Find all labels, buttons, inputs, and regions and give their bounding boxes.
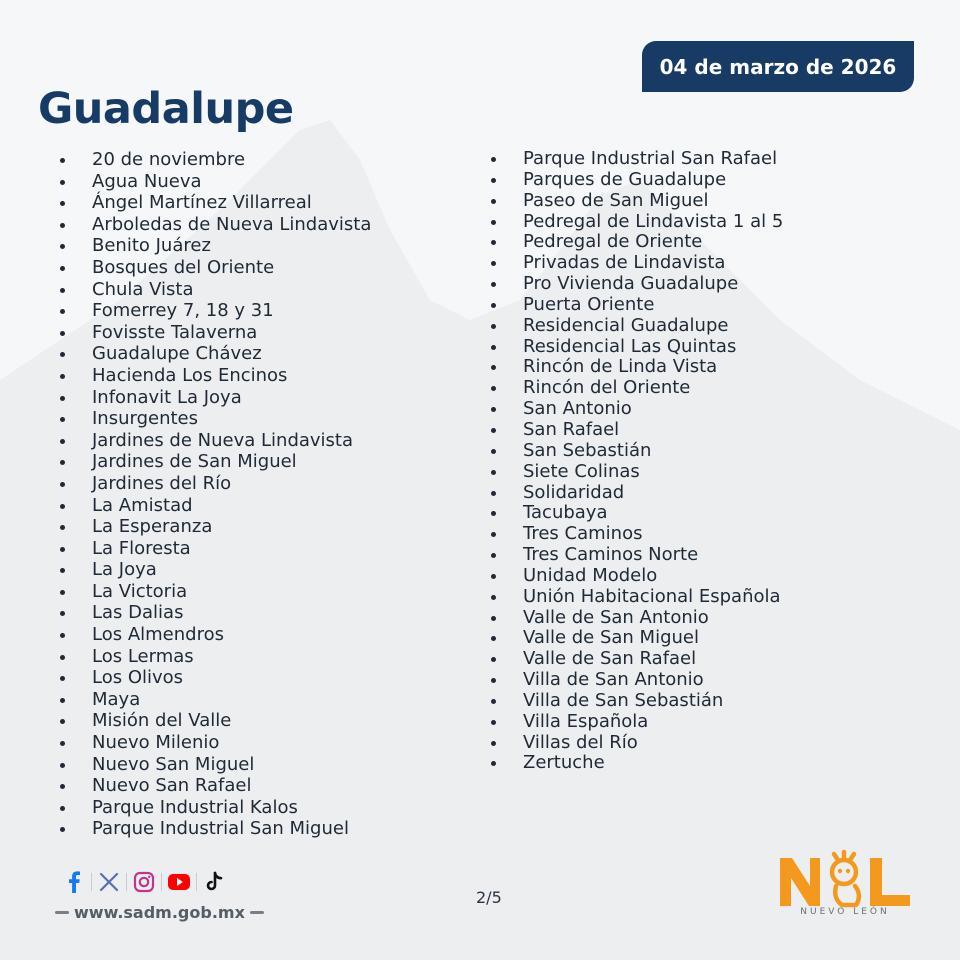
dash-left bbox=[55, 911, 69, 914]
facebook-icon[interactable] bbox=[62, 870, 86, 894]
list-item: Jardines de Nueva Lindavista bbox=[60, 430, 371, 452]
list-item: Parque Industrial Kalos bbox=[60, 797, 371, 819]
list-item: Parques de Guadalupe bbox=[491, 170, 783, 191]
date-badge: 04 de marzo de 2026 bbox=[642, 41, 914, 92]
list-item: 20 de noviembre bbox=[60, 149, 371, 171]
instagram-icon[interactable] bbox=[132, 870, 156, 894]
list-item: Solidaridad bbox=[491, 483, 783, 504]
list-item: Paseo de San Miguel bbox=[491, 191, 783, 212]
list-item: Jardines del Río bbox=[60, 473, 371, 495]
list-item: San Rafael bbox=[491, 420, 783, 441]
colonias-list-left bbox=[60, 149, 371, 840]
page-number: 2/5 bbox=[476, 888, 502, 907]
list-item: Chula Vista bbox=[60, 279, 371, 301]
list-item: Fomerrey 7, 18 y 31 bbox=[60, 300, 371, 322]
list-item: Jardines de San Miguel bbox=[60, 451, 371, 473]
list-item: Rincón del Oriente bbox=[491, 378, 783, 399]
list-item: Villa Española bbox=[491, 712, 783, 733]
list-item: Nuevo San Miguel bbox=[60, 754, 371, 776]
list-item: San Sebastián bbox=[491, 441, 783, 462]
list-item: San Antonio bbox=[491, 399, 783, 420]
list-item: Parque Industrial San Rafael bbox=[491, 149, 783, 170]
list-item: Hacienda Los Encinos bbox=[60, 365, 371, 387]
list-item: Arboledas de Nueva Lindavista bbox=[60, 214, 371, 236]
list-item: Pedregal de Oriente bbox=[491, 232, 783, 253]
list-item: Pro Vivienda Guadalupe bbox=[491, 274, 783, 295]
list-item: Villa de San Sebastián bbox=[491, 691, 783, 712]
list-item: Puerta Oriente bbox=[491, 295, 783, 316]
list-item: Los Lermas bbox=[60, 646, 371, 668]
list-item: Pedregal de Lindavista 1 al 5 bbox=[491, 212, 783, 233]
list-item: Villas del Río bbox=[491, 733, 783, 754]
list-item: La Floresta bbox=[60, 538, 371, 560]
separator bbox=[126, 873, 127, 891]
list-item: Valle de San Antonio bbox=[491, 608, 783, 629]
list-item: Fovisste Talaverna bbox=[60, 322, 371, 344]
list-item: Misión del Valle bbox=[60, 710, 371, 732]
list-item: Guadalupe Chávez bbox=[60, 343, 371, 365]
list-item: Benito Juárez bbox=[60, 235, 371, 257]
page-title: Guadalupe bbox=[38, 84, 294, 134]
list-item: La Amistad bbox=[60, 495, 371, 517]
list-item: Nuevo Milenio bbox=[60, 732, 371, 754]
list-item: Maya bbox=[60, 689, 371, 711]
list-item: Infonavit La Joya bbox=[60, 387, 371, 409]
list-item: Unidad Modelo bbox=[491, 566, 783, 587]
list-item: Agua Nueva bbox=[60, 171, 371, 193]
tiktok-icon[interactable] bbox=[202, 870, 226, 894]
colonias-list-right bbox=[491, 149, 783, 774]
list-item: Parque Industrial San Miguel bbox=[60, 818, 371, 840]
list-item: Tres Caminos bbox=[491, 524, 783, 545]
list-item: Rincón de Linda Vista bbox=[491, 357, 783, 378]
list-item: La Victoria bbox=[60, 581, 371, 603]
list-item: Tacubaya bbox=[491, 503, 783, 524]
list-item: Nuevo San Rafael bbox=[60, 775, 371, 797]
social-links bbox=[62, 870, 226, 894]
list-item: Villa de San Antonio bbox=[491, 670, 783, 691]
list-item: Residencial Las Quintas bbox=[491, 337, 783, 358]
list-item: Insurgentes bbox=[60, 408, 371, 430]
separator bbox=[91, 873, 92, 891]
logo-caption: NUEVO LEÓN bbox=[800, 907, 890, 917]
separator bbox=[196, 873, 197, 891]
list-item: Ángel Martínez Villarreal bbox=[60, 192, 371, 214]
website-text: www.sadm.gob.mx bbox=[74, 903, 245, 922]
website-link[interactable] bbox=[50, 903, 269, 922]
list-item: La Joya bbox=[60, 559, 371, 581]
list-item: Valle de San Miguel bbox=[491, 628, 783, 649]
list-item: Valle de San Rafael bbox=[491, 649, 783, 670]
list-item: Siete Colinas bbox=[491, 462, 783, 483]
list-item: Los Olivos bbox=[60, 667, 371, 689]
separator bbox=[161, 873, 162, 891]
list-item: Privadas de Lindavista bbox=[491, 253, 783, 274]
list-item: Los Almendros bbox=[60, 624, 371, 646]
x-icon[interactable] bbox=[97, 870, 121, 894]
list-item: Las Dalias bbox=[60, 602, 371, 624]
youtube-icon[interactable] bbox=[167, 870, 191, 894]
list-item: Residencial Guadalupe bbox=[491, 316, 783, 337]
dash-right bbox=[250, 911, 264, 914]
list-item: Tres Caminos Norte bbox=[491, 545, 783, 566]
list-item: Unión Habitacional Española bbox=[491, 587, 783, 608]
list-item: La Esperanza bbox=[60, 516, 371, 538]
list-item: Bosques del Oriente bbox=[60, 257, 371, 279]
list-item: Zertuche bbox=[491, 753, 783, 774]
